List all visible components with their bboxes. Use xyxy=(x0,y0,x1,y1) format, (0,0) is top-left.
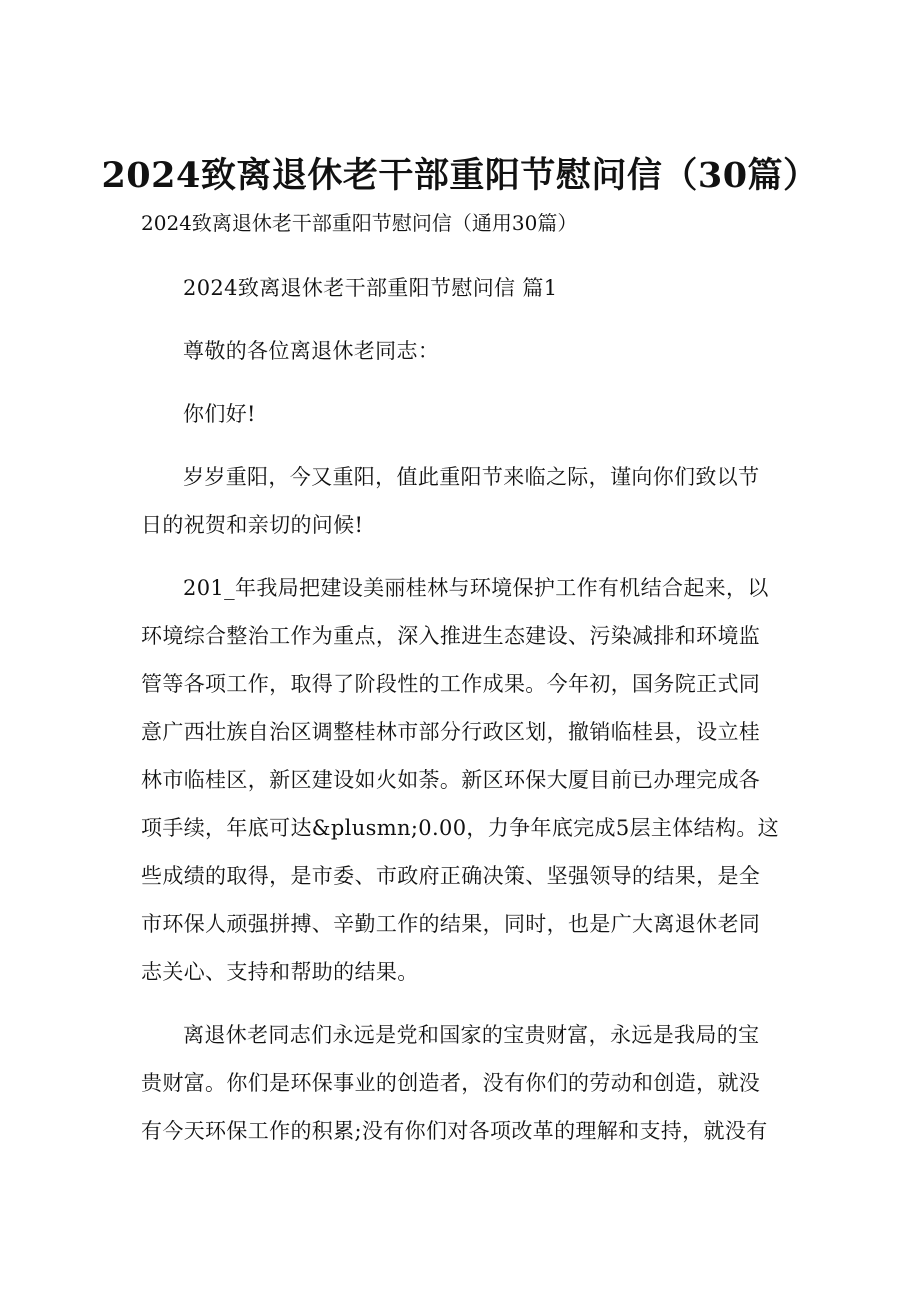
text-line: 环境综合整治工作为重点，深入推进生态建设、污染减排和环境监 xyxy=(141,624,761,648)
text-line: 日的祝贺和亲切的问候! xyxy=(141,513,364,537)
text-line: 意广西壮族自治区调整桂林市部分行政区划，撤销临桂县，设立桂 xyxy=(141,720,761,744)
text-line: 志关心、支持和帮助的结果。 xyxy=(141,960,419,984)
paragraph xyxy=(141,453,801,549)
text-line: 林市临桂区，新区建设如火如荼。新区环保大厦目前已办理完成各 xyxy=(141,768,761,792)
paragraph xyxy=(141,564,801,996)
text-line: 岁岁重阳，今又重阳，值此重阳节来临之际，谨向你们致以节 xyxy=(183,465,760,489)
text-line: 201_年我局把建设美丽桂林与环境保护工作有机结合起来，以 xyxy=(183,576,769,600)
text-line: 管等各项工作，取得了阶段性的工作成果。今年初，国务院正式同 xyxy=(141,672,761,696)
text-line: 市环保人顽强拼搏、辛勤工作的结果，同时，也是广大离退休老同 xyxy=(141,912,761,936)
paragraph xyxy=(141,1011,801,1155)
text-line: 项手续，年底可达&plusmn;0.00，力争年底完成5层主体结构。这 xyxy=(141,816,780,840)
document-title: 2024致离退休老干部重阳节慰问信（30篇） xyxy=(101,155,819,196)
text-line: 有今天环保工作的积累;没有你们对各项改革的理解和支持，就没有 xyxy=(141,1119,768,1143)
document-subtitle: 2024致离退休老干部重阳节慰问信（通用30篇） xyxy=(141,211,578,235)
document-body xyxy=(141,264,801,1170)
greeting xyxy=(141,390,801,438)
text-line: 你们好! xyxy=(183,402,256,426)
text-line: 2024致离退休老干部重阳节慰问信 篇1 xyxy=(183,276,558,300)
section-heading xyxy=(141,264,801,312)
salutation xyxy=(141,327,801,375)
text-line: 离退休老同志们永远是党和国家的宝贵财富，永远是我局的宝 xyxy=(183,1023,760,1047)
text-line: 些成绩的取得，是市委、市政府正确决策、坚强领导的结果，是全 xyxy=(141,864,761,888)
text-line: 尊敬的各位离退休老同志： xyxy=(183,339,440,363)
text-line: 贵财富。你们是环保事业的创造者，没有你们的劳动和创造，就没 xyxy=(141,1071,761,1095)
